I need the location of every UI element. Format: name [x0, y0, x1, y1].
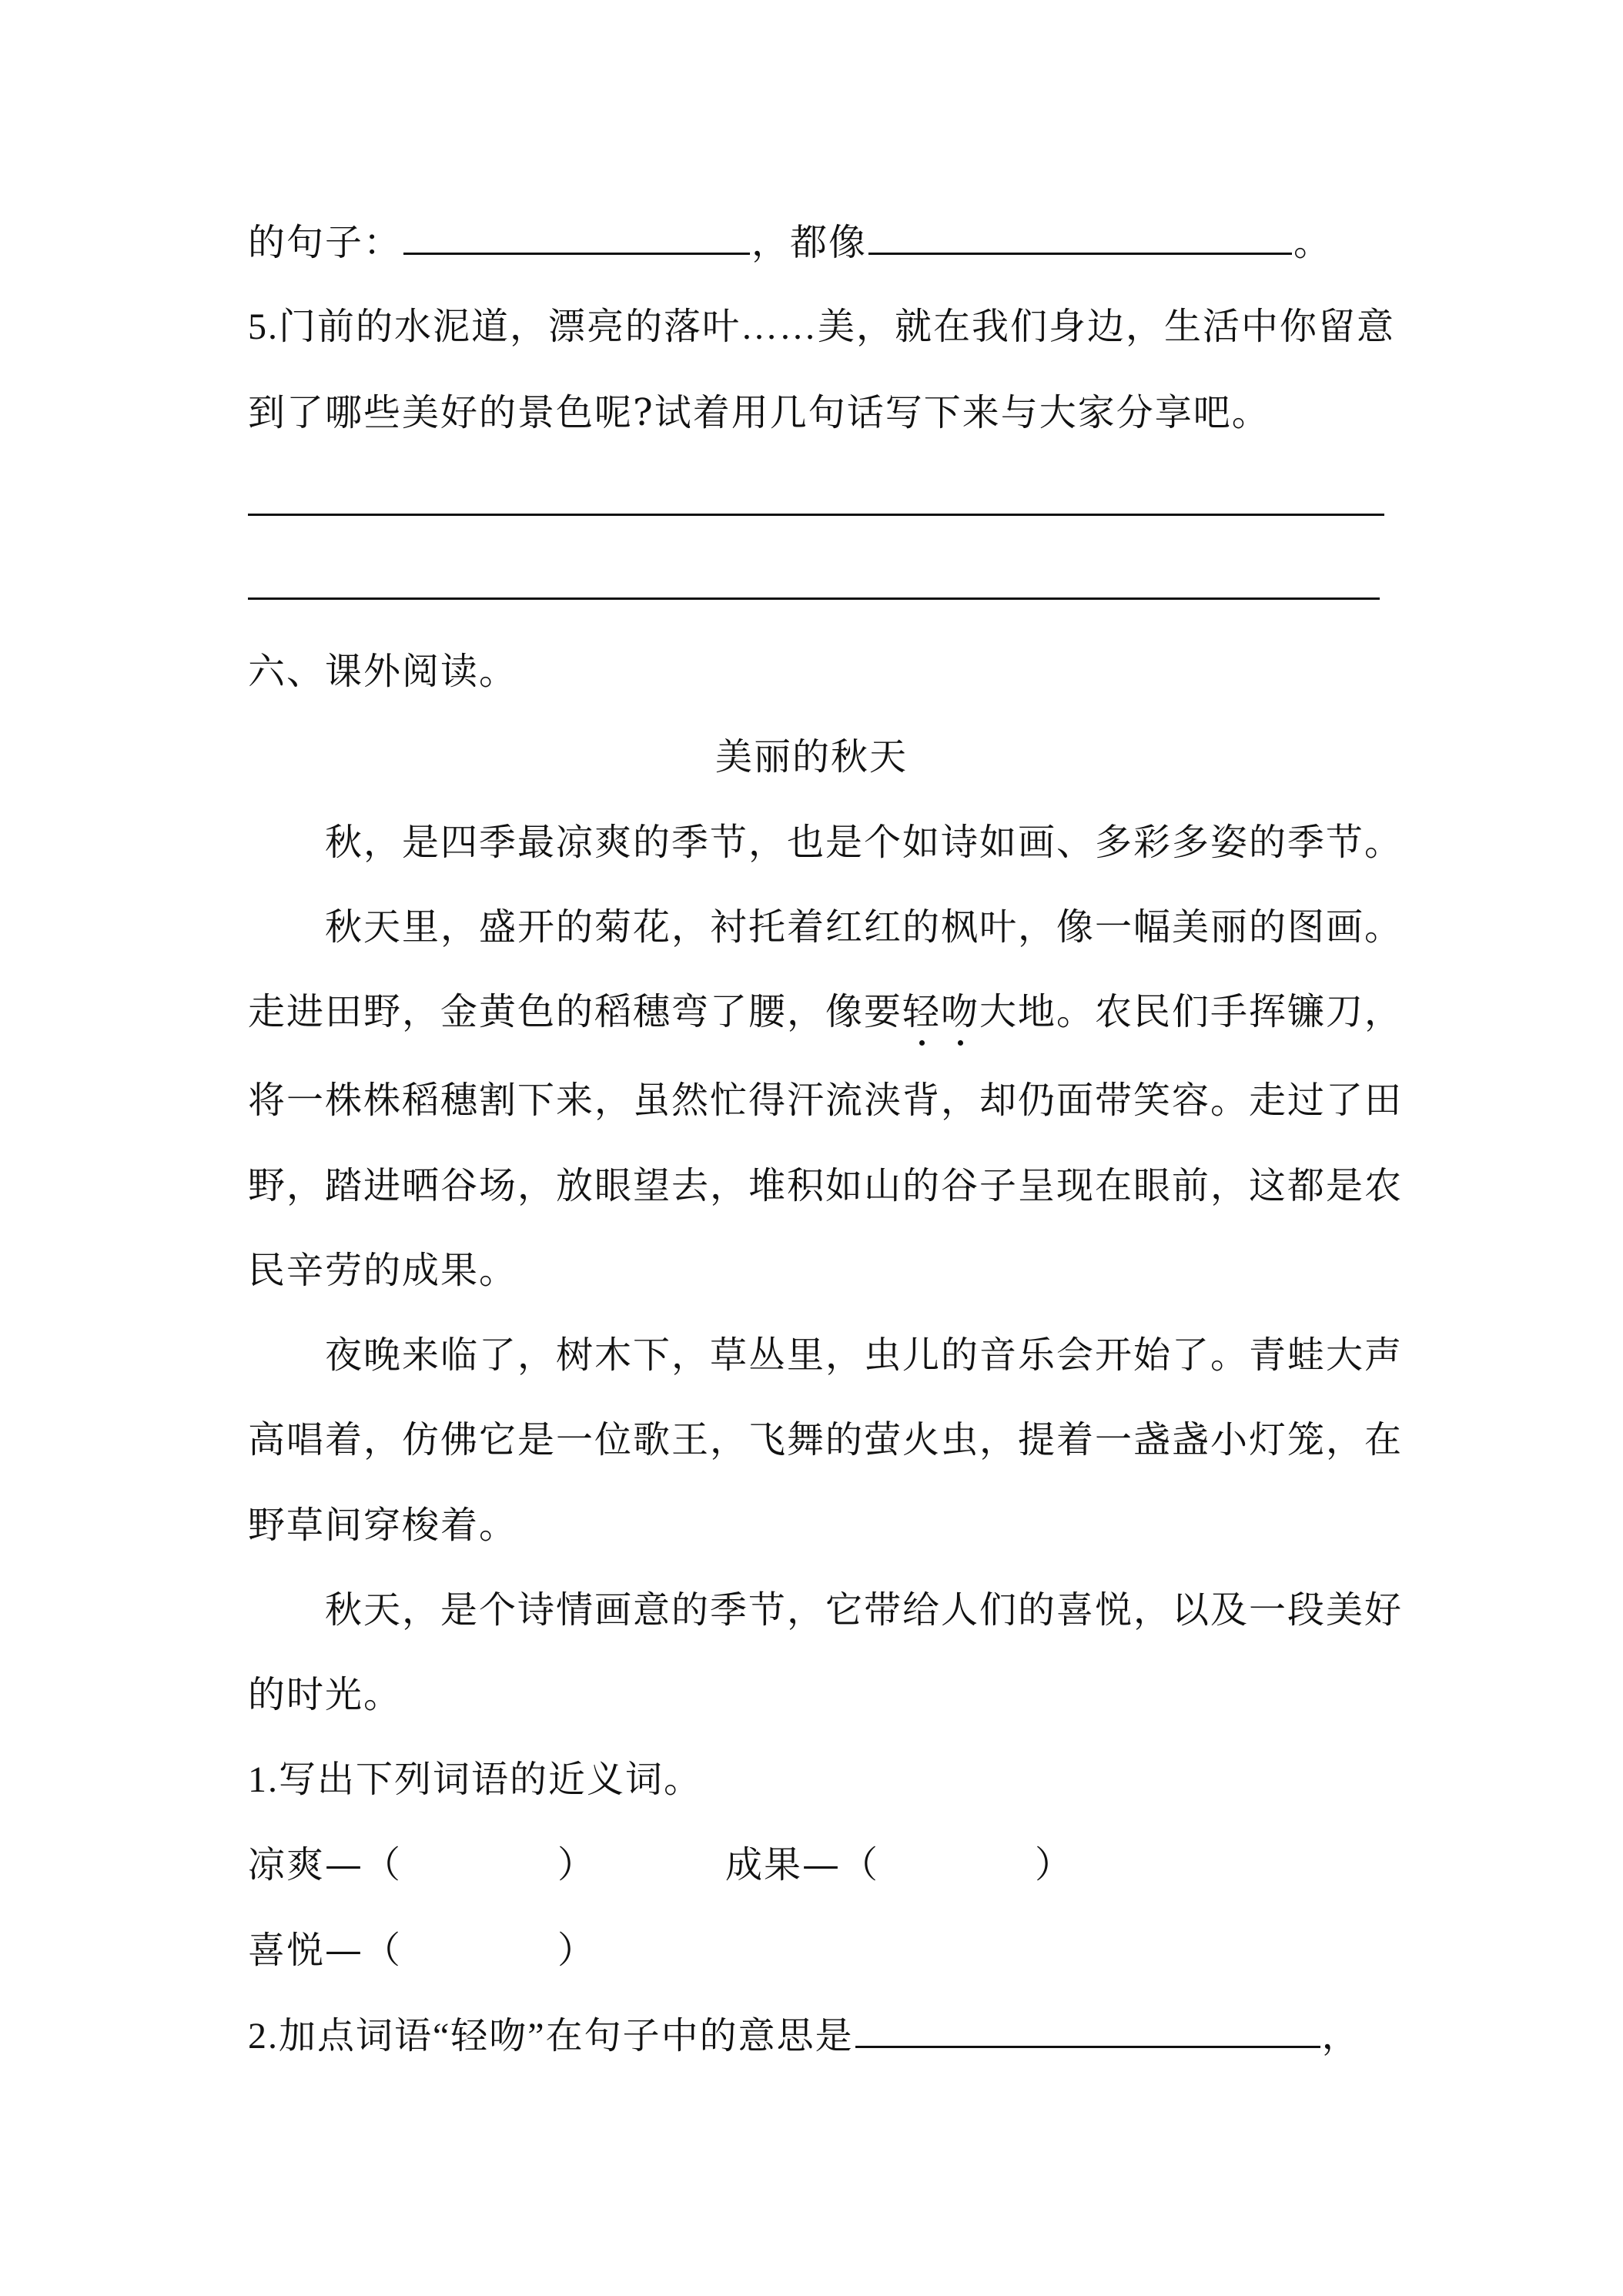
q1-word-2-label: 成果—（	[725, 1843, 880, 1886]
passage-p2-line-1: 秋天里，盛开的菊花，衬托着红红的枫叶，像一幅美丽的图画。	[325, 905, 1404, 949]
section-6-heading: 六、课外阅读。	[248, 650, 518, 693]
q2-comma: ，	[1321, 2016, 1360, 2057]
question-2	[248, 2012, 1360, 2060]
q4-blank-2[interactable]	[868, 219, 1292, 255]
q4-answer-line	[248, 219, 1332, 266]
passage-p2-line-2	[248, 989, 1403, 1035]
q1-word-1-label: 凉爽—（	[248, 1843, 403, 1886]
q2-prefix: 2.加点词语“轻吻”在句子中的意思是	[248, 2016, 854, 2057]
passage-p2-line-5: 民辛劳的成果。	[248, 1249, 518, 1292]
question-1: 1.写出下列词语的近义词。	[248, 1759, 703, 1800]
q4-comma: ，都像	[751, 221, 868, 264]
q1-word-2-close: ）	[1035, 1843, 1074, 1886]
q5-line-1: 5.门前的水泥道，漂亮的落叶……美，就在我们身边，生活中你留意	[248, 306, 1396, 347]
passage-p2-line-3: 将一株株稻穗割下来，虽然忙得汗流浃背，却仍面带笑容。走过了田	[248, 1079, 1404, 1122]
q4-prefix: 的句子：	[248, 221, 403, 264]
q1-word-3	[248, 1927, 402, 1973]
q1-word-1	[248, 1842, 402, 1888]
emphasized-char-qing: 轻	[902, 990, 942, 1033]
passage-p1: 秋，是四季最凉爽的季节，也是个如诗如画、多彩多姿的季节。	[325, 821, 1404, 864]
q5-line-2: 到了哪些美好的景色呢?试着用几句话写下来与大家分享吧。	[248, 391, 1270, 434]
passage-title: 美丽的秋天	[714, 735, 908, 778]
p2-line-2-end: 大地。农民们手挥镰刀，	[979, 990, 1404, 1033]
passage-p3-line-1: 夜晚来临了，树木下，草丛里，虫儿的音乐会开始了。青蛙大声	[325, 1334, 1404, 1377]
emphasized-char-wen: 吻	[941, 990, 980, 1033]
q5-answer-rule-2[interactable]	[248, 597, 1380, 600]
q4-period: 。	[1293, 221, 1333, 264]
q1-word-3-label: 喜悦—（	[248, 1929, 403, 1972]
q2-answer-blank[interactable]	[855, 2012, 1320, 2048]
passage-p2-line-4: 野，踏进晒谷场，放眼望去，堆积如山的谷子呈现在眼前，这都是农	[248, 1164, 1404, 1207]
q1-word-1-close: ）	[557, 1843, 597, 1886]
q1-word-3-close: ）	[557, 1929, 597, 1972]
passage-p4-line-1: 秋天，是个诗情画意的季节，它带给人们的喜悦，以及一段美好	[325, 1588, 1404, 1632]
p2-line-2-start: 走进田野，金黄色的稻穗弯了腰，像要	[248, 990, 903, 1033]
passage-p3-line-3: 野草间穿梭着。	[248, 1504, 518, 1547]
q5-answer-rule-1[interactable]	[248, 514, 1384, 516]
passage-p3-line-2: 高唱着，仿佛它是一位歌王，飞舞的萤火虫，提着一盏盏小灯笼，在	[248, 1418, 1404, 1461]
q1-word-2	[725, 1842, 879, 1888]
passage-p4-line-2: 的时光。	[248, 1673, 403, 1716]
q4-blank-1[interactable]	[403, 219, 750, 255]
